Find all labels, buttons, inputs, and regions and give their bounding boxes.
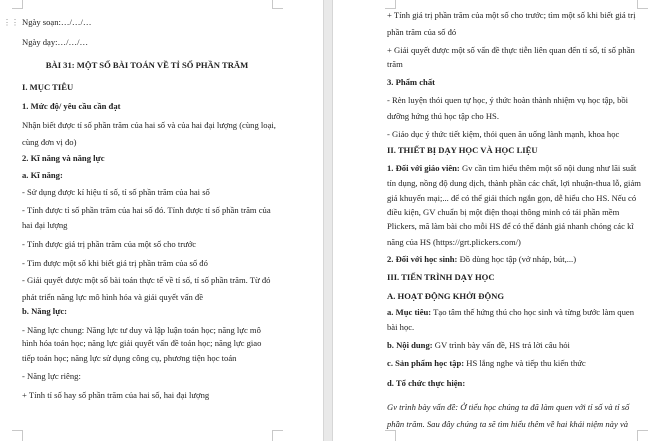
lesson-title: BÀI 31: MỘT SỐ BÀI TOÁN VỀ TỈ SỐ PHẦN TRĂM — [45, 60, 249, 70]
text: HS lắng nghe và tiếp thu kiến thức — [464, 358, 586, 368]
label: 1. Đối với giáo viên: — [387, 163, 460, 173]
label: 2. Đối với học sinh: — [387, 254, 458, 264]
paragraph-line: - Giải quyết được một số bài toán thực tế về tỉ số, tỉ số phần trăm. Từ đó — [22, 275, 271, 285]
paragraph-line: Gv trình bày vấn đề: Ở tiểu học chúng ta đã làm quen với tỉ số và tỉ số — [387, 402, 630, 412]
heading: I. MỤC TIÊU — [22, 82, 74, 92]
paragraph-line — [387, 163, 636, 174]
text: GV trình bày vấn đề, HS trả lời câu hỏi — [432, 340, 570, 350]
paragraph-line: - Giáo dục ý thức tiết kiệm, thói quen ăn uống lành mạnh, khoa học — [387, 129, 620, 139]
margin-mark — [637, 430, 648, 441]
label: a. Mục tiêu: — [387, 307, 432, 317]
paragraph-line: cùng đơn vị đo) — [22, 137, 77, 147]
margin-mark — [12, 0, 23, 9]
paragraph-line: - Tính được tỉ số phần trăm của hai số đó. Tính được tỉ số phần trăm của — [22, 205, 271, 215]
heading: 2. Kĩ năng và năng lực — [22, 153, 105, 163]
paragraph-line: phát triển năng lực mô hình hóa và giải quyết vấn đề — [22, 292, 204, 302]
paragraph-line: phần trăm của số đó — [387, 27, 457, 37]
paragraph-line: - Tìm được một số khi biết giá trị phần trăm của số đó — [22, 258, 208, 268]
margin-mark — [385, 0, 396, 9]
margin-mark — [272, 0, 283, 9]
paragraph-line: - Tính được giá trị phần trăm của một số cho trước — [22, 239, 197, 249]
paragraph-line: - Năng lực riêng: — [22, 371, 81, 381]
margin-mark — [12, 430, 23, 441]
paragraph-line — [387, 340, 570, 351]
paragraph-line: - Sử dụng được kí hiệu tỉ số, tỉ số phần trăm của hai số — [22, 187, 210, 197]
paragraph-line — [387, 254, 576, 265]
paragraph-line — [387, 358, 586, 369]
paragraph-line: Nhận biết được tỉ số phần trăm của hai số và của hai đại lượng (cùng loại, — [22, 120, 276, 130]
heading: II. THIẾT BỊ DẠY HỌC VÀ HỌC LIỆU — [387, 145, 538, 155]
paragraph-line: năng của HS (https://grt.plickers.com/) — [387, 237, 521, 247]
text: Tạo tâm thế hứng thú cho học sinh và từng bước làm quen — [431, 307, 635, 317]
margin-mark — [637, 0, 648, 9]
text: Đồ dùng học tập (vở nháp, bút,...) — [457, 254, 577, 264]
paragraph-line: bài học. — [387, 322, 415, 332]
paragraph-line: + Tính tỉ số hay số phần trăm của hai số, hai đại lượng — [22, 390, 210, 400]
heading: A. HOẠT ĐỘNG KHỞI ĐỘNG — [387, 291, 505, 301]
paragraph-line: trăm — [387, 59, 403, 69]
paragraph-line: dưỡng hứng thú học tập cho HS. — [387, 111, 499, 121]
heading: 1. Mức độ/ yêu cầu cần đạt — [22, 101, 121, 111]
heading: b. Năng lực: — [22, 306, 68, 316]
paragraph-line: điều kiện, GV chuẩn bị một điện thoại thông minh có tải phần mềm — [387, 207, 620, 217]
paragraph-line: giá khuyến mại;... để có thể giải thích ngắn gọn, dễ hiểu cho HS. Nếu có — [387, 193, 637, 203]
paragraph-line: + Tính giá trị phần trăm của một số cho trước; tìm một số khi biết giá trị — [387, 10, 636, 20]
paragraph-line: tín dụng, nồng độ dung dịch, thành phần các chất, lợi nhuận-thua lỗ, giảm — [387, 178, 641, 188]
heading: III. TIẾN TRÌNH DẠY HỌC — [387, 272, 495, 282]
paragraph-line: hình hóa toán học; năng lực giải quyết vấn đề toán học; năng lực giao — [22, 338, 262, 348]
page-gap — [323, 0, 333, 441]
drag-handle-icon[interactable]: ⋮⋮ — [3, 18, 19, 27]
paragraph-line: tiếp toán học; năng lực sử dụng công cụ, phương tiện học toán — [22, 353, 237, 363]
paragraph-line: Plickers, mã làm bài cho mỗi HS để có thể đánh giá nhanh chóng các kĩ — [387, 221, 634, 231]
prep-date: Ngày soạn:…/…/… — [22, 17, 92, 27]
margin-mark — [272, 430, 283, 441]
text: Gv cần tìm hiểu thêm một số nội dung như lãi suất — [459, 163, 637, 173]
heading: 3. Phẩm chất — [387, 77, 435, 87]
paragraph-line: phần trăm. Sau đây chúng ta sẽ tìm hiểu thêm về hai khái niệm này và — [387, 419, 629, 429]
heading: a. Kĩ năng: — [22, 170, 63, 180]
margin-mark — [385, 430, 396, 441]
teach-date: Ngày dạy:…/…/… — [22, 37, 89, 47]
paragraph-line — [387, 307, 634, 318]
label: c. Sản phẩm học tập: — [387, 358, 465, 368]
heading: d. Tổ chức thực hiện: — [387, 378, 466, 388]
paragraph-line: + Giải quyết được một số vấn đề thực tiễn liên quan đến tỉ số, tỉ số phần — [387, 45, 635, 55]
paragraph-line: - Năng lực chung: Năng lực tư duy và lập luận toán học; năng lực mô — [22, 325, 261, 335]
label: b. Nội dung: — [387, 340, 433, 350]
document-page-1[interactable] — [0, 0, 323, 441]
paragraph-line: hai đại lượng — [22, 220, 68, 230]
document-page-2[interactable] — [333, 0, 650, 441]
paragraph-line: - Rèn luyện thói quen tự học, ý thức hoàn thành nhiệm vụ học tập, bồi — [387, 95, 629, 105]
